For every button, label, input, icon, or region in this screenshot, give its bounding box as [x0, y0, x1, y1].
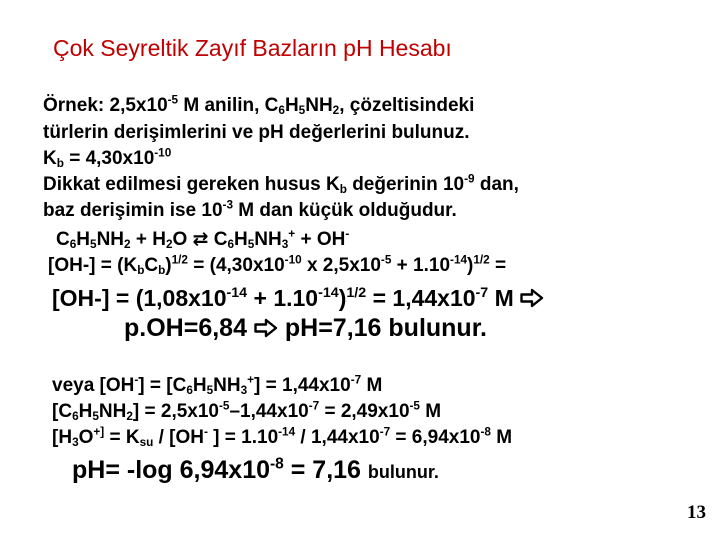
- reaction-equation: $C_6H_5NH_2 + H_2O$ ⇄ $C_6H_5NH_3^+ + OH^-$: [56, 227, 350, 251]
- example-line-2: türlerin derişimlerini ve pH değerlerini bulunuz.: [43, 122, 470, 143]
- hydronium-line: [$H_3O^{+]} = K_{su} / [OH^-$ ] = $1.10^{-14} / 1,44x10^{-7} = 6,94x10^{-8}$ M: [52, 425, 513, 449]
- oh-result-line: $[OH-] = (1,08x10^{-14} + 1.10^{-14})^{1/2} = 1,44x10^{-7}$ M: [52, 287, 544, 312]
- right-arrow-icon: [520, 288, 544, 312]
- right-arrow-icon: [254, 318, 278, 343]
- page-number: 13: [687, 502, 706, 523]
- aniline-conc-line: $[C_6H_5NH_2] = 2,5x10^{-5}-1,44x10^{-7} = 2,49x10^{-5}$ M: [52, 399, 442, 423]
- example-line-1: Örnek: $2,5x10^{-5}$ M anilin, $C_6H_5NH_2$, çözeltisindeki: [43, 93, 475, 117]
- poh-ph-line: p.OH=6,84 pH=7,16 bulunur.: [124, 314, 487, 342]
- kb-value-line: $K_b = 4,30x10^{-10}$: [43, 146, 172, 170]
- page-title: Çok Seyreltik Zayıf Bazların pH Hesabı: [53, 35, 452, 61]
- note-line-2: baz derişimin ise $10^{-3}$ M dan küçük olduğudur.: [43, 198, 457, 221]
- final-ph-line: pH= -log $6,94x10^{-8} = 7,16$ bulunur.: [72, 455, 439, 484]
- alt-oh-line: veya $[OH^-] = [C_6H_5NH_3^+] = 1,44x10^{-7}$ M: [52, 373, 383, 397]
- oh-formula-line: $[OH-] = (K_bC_b)^{1/2} = (4,30x10^{-10}$ x $2,5x10^{-5} + 1.10^{-14})^{1/2}$ =: [48, 253, 507, 277]
- note-line-1: Dikkat edilmesi gereken husus $K_b$ değerinin $10^{-9}$ dan,: [43, 172, 519, 196]
